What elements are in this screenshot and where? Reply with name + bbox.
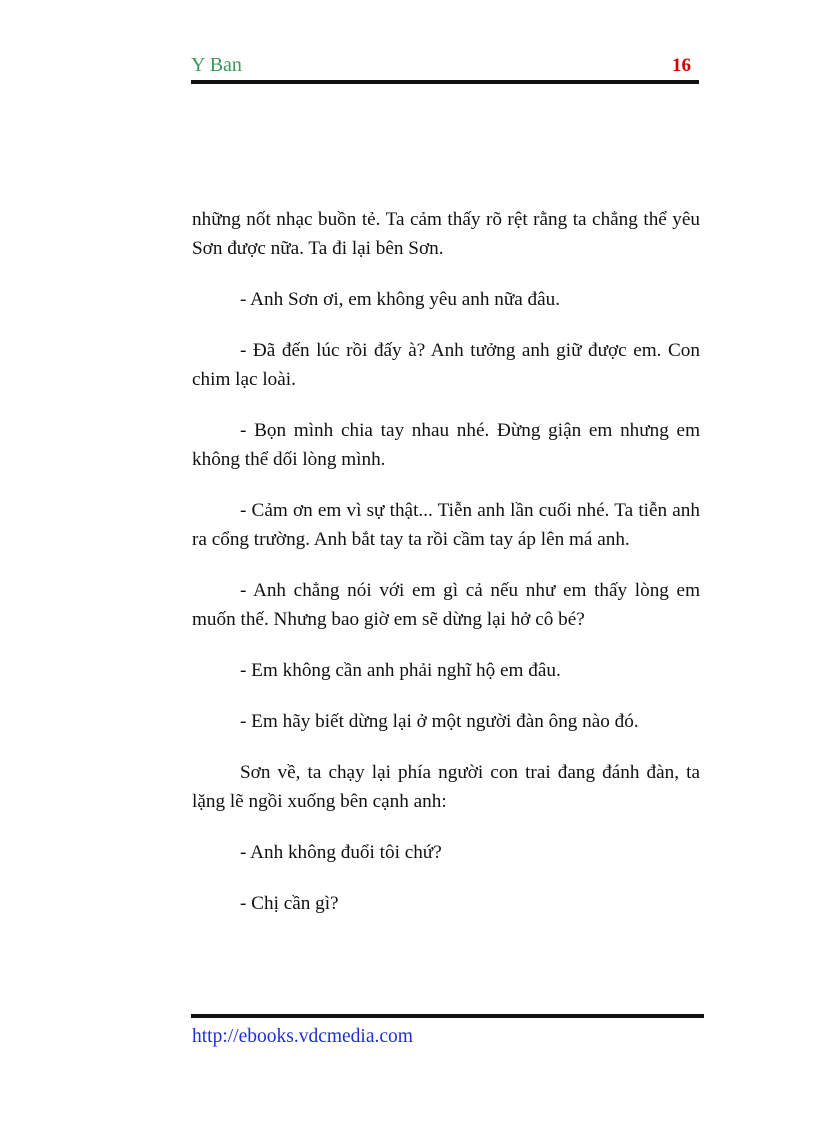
- page-body: [192, 205, 700, 940]
- header-rule: [191, 80, 699, 84]
- dialogue-line: - Anh không đuổi tôi chứ?: [240, 842, 442, 863]
- dialogue-line: - Cảm ơn em vì sự thật... Tiễn anh lần cuối nhé. Ta tiễn anh ra cổng trường. Anh bắt tay ta rồi cầm tay áp lên má anh.: [192, 500, 700, 550]
- page-number: 16: [672, 55, 691, 76]
- narrative-paragraph: Sơn về, ta chạy lại phía người con trai đang đánh đàn, ta lặng lẽ ngồi xuống bên cạnh anh:: [192, 762, 700, 812]
- footer-rule: [191, 1014, 704, 1018]
- author-name: Y Ban: [191, 54, 242, 76]
- footer-link[interactable]: http://ebooks.vdcmedia.com: [192, 1026, 413, 1047]
- dialogue-line: - Bọn mình chia tay nhau nhé. Đừng giận em nhưng em không thể dối lòng mình.: [192, 420, 700, 470]
- dialogue-line: - Em hãy biết dừng lại ở một người đàn ông nào đó.: [240, 711, 639, 732]
- page-header: [191, 54, 699, 80]
- dialogue-line: - Chị cần gì?: [240, 893, 339, 914]
- dialogue-line: - Đã đến lúc rồi đấy à? Anh tưởng anh giữ được em. Con chim lạc loài.: [192, 340, 700, 390]
- dialogue-line: - Anh Sơn ơi, em không yêu anh nữa đâu.: [240, 289, 561, 310]
- paragraph-continuation: những nốt nhạc buồn tẻ. Ta cảm thấy rõ rệt rằng ta chẳng thể yêu Sơn được nữa. Ta đi lại bên Sơn.: [192, 209, 700, 259]
- dialogue-line: - Em không cần anh phải nghĩ hộ em đâu.: [240, 660, 561, 681]
- dialogue-line: - Anh chẳng nói với em gì cả nếu như em thấy lòng em muốn thế. Nhưng bao giờ em sẽ dừng lại hở cô bé?: [192, 580, 700, 630]
